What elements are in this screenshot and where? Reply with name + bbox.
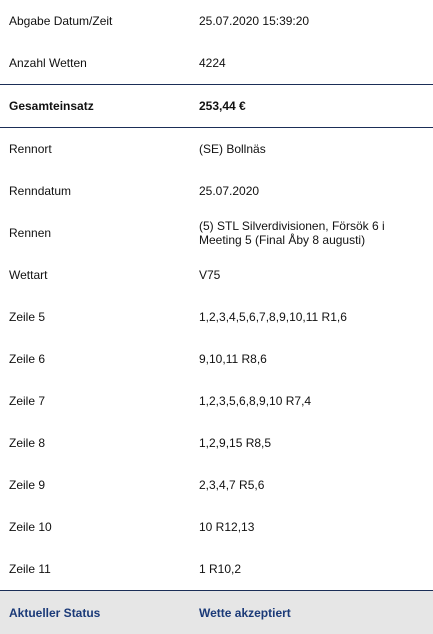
leg-label: Zeile 6 (9, 352, 46, 366)
track-label: Rennort (9, 142, 52, 156)
leg-row (0, 422, 433, 464)
race-label: Rennen (9, 226, 52, 240)
bet-count-value: 4224 (199, 56, 226, 70)
submission-time-label: Abgabe Datum/Zeit (9, 14, 113, 28)
leg-selection: 1,2,9,15 R8,5 (199, 436, 272, 450)
leg-row (0, 380, 433, 422)
bet-type-value: V75 (199, 268, 221, 282)
detail-row-submission-time (0, 0, 433, 42)
leg-label: Zeile 7 (9, 394, 46, 408)
status-value: Wette akzeptiert (199, 605, 291, 620)
race-date-label: Renndatum (9, 184, 72, 198)
leg-row (0, 296, 433, 338)
detail-row-bet-type (0, 254, 433, 296)
leg-label: Zeile 5 (9, 310, 46, 324)
race-date-value: 25.07.2020 (199, 184, 260, 198)
bet-count-label: Anzahl Wetten (9, 56, 87, 70)
leg-label: Zeile 9 (9, 478, 46, 492)
leg-row (0, 548, 433, 590)
submission-time-value: 25.07.2020 15:39:20 (199, 14, 310, 28)
leg-selection: 10 R12,13 (199, 520, 255, 534)
total-stake-label: Gesamteinsatz (9, 99, 94, 113)
track-value: (SE) Bollnäs (199, 142, 266, 156)
total-stake-value: 253,44 € (199, 99, 246, 113)
leg-row (0, 338, 433, 380)
detail-row-race (0, 212, 433, 254)
leg-selection: 1,2,3,5,6,8,9,10 R7,4 (199, 394, 312, 408)
detail-row-track (0, 128, 433, 170)
bet-type-label: Wettart (9, 268, 48, 282)
status-row (0, 590, 433, 634)
leg-label: Zeile 10 (9, 520, 52, 534)
leg-selection: 1,2,3,4,5,6,7,8,9,10,11 R1,6 (199, 310, 347, 324)
status-label: Aktueller Status (9, 605, 101, 620)
detail-row-bet-count (0, 42, 433, 84)
leg-label: Zeile 11 (9, 562, 51, 576)
leg-label: Zeile 8 (9, 436, 46, 450)
leg-selection: 9,10,11 R8,6 (199, 352, 267, 366)
total-stake-row (0, 84, 433, 128)
leg-selection: 1 R10,2 (199, 562, 242, 576)
leg-selection: 2,3,4,7 R5,6 (199, 478, 265, 492)
race-value: (5) STL Silverdivisionen, Försök 6 i Meeting 5 (Final Åby 8 augusti) (199, 219, 385, 247)
leg-row (0, 464, 433, 506)
leg-row (0, 506, 433, 548)
detail-row-race-date (0, 170, 433, 212)
